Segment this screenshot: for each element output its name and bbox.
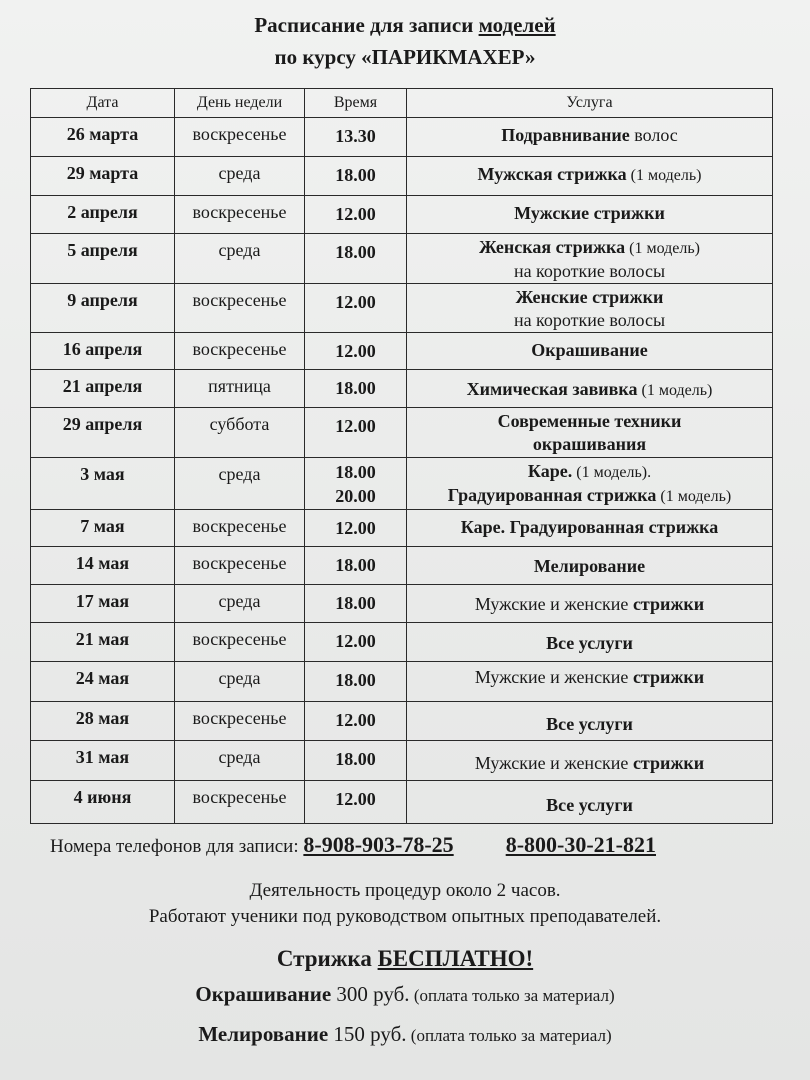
- row-service: Мужские стрижки: [407, 196, 773, 234]
- row-service: Мужские и женские стрижки: [407, 585, 773, 623]
- info-line-1: Деятельность процедур около 2 часов.: [249, 880, 561, 901]
- row-time: 18.00: [305, 547, 407, 585]
- contact-phones: [50, 832, 790, 858]
- row-day: воскресенье: [175, 118, 305, 157]
- page-title-line2: по курсу «ПАРИКМАХЕР»: [274, 45, 536, 69]
- row-time: 12.00: [305, 702, 407, 741]
- highlighting-price: Мелирование 150 руб. (оплата только за материал): [198, 1022, 612, 1046]
- row-date: 4 июня: [31, 781, 175, 824]
- row-time: 12.00: [305, 510, 407, 547]
- row-service: Мужская стрижка (1 модель): [407, 157, 773, 196]
- row-service: Каре. (1 модель). Градуированная стрижка (1 модель): [407, 458, 773, 510]
- row-service: Окрашивание: [407, 333, 773, 370]
- column-header-service: Услуга: [407, 89, 773, 118]
- table-row: [31, 585, 773, 623]
- row-time: 12.00: [305, 196, 407, 234]
- phone-number-2[interactable]: 8-800-30-21-821: [505, 832, 656, 857]
- row-date: 17 мая: [31, 585, 175, 623]
- table-row: [31, 408, 773, 458]
- row-date: 5 апреля: [31, 234, 175, 284]
- table-row: [31, 623, 773, 662]
- table-row: [31, 662, 773, 702]
- row-service: Мелирование: [407, 547, 773, 585]
- row-date: 16 апреля: [31, 333, 175, 370]
- row-day: среда: [175, 662, 305, 702]
- row-day: воскресенье: [175, 702, 305, 741]
- title-text: Расписание для записи: [254, 13, 479, 37]
- free-underlined-word: БЕСПЛАТНО!: [377, 946, 534, 971]
- row-date: 28 мая: [31, 702, 175, 741]
- row-time: 18.00: [305, 662, 407, 702]
- row-service: Женская стрижка (1 модель) на короткие волосы: [407, 234, 773, 284]
- page-title-line1: [0, 10, 810, 40]
- table-header-row: [31, 89, 773, 118]
- column-header-date: Дата: [31, 89, 175, 118]
- row-service: Женские стрижки на короткие волосы: [407, 284, 773, 333]
- coloring-price: Окрашивание 300 руб. (оплата только за материал): [195, 982, 615, 1006]
- phone-number-1[interactable]: 8-908-903-78-25: [303, 832, 454, 857]
- row-time: 12.00: [305, 623, 407, 662]
- table-row: [31, 702, 773, 741]
- row-service: Мужские и женские стрижки: [407, 741, 773, 781]
- row-day: среда: [175, 585, 305, 623]
- table-row: [31, 741, 773, 781]
- row-time: 18.00: [305, 234, 407, 284]
- row-date: 3 мая: [31, 458, 175, 510]
- row-day: суббота: [175, 408, 305, 458]
- row-date: 26 марта: [31, 118, 175, 157]
- table-row: [31, 118, 773, 157]
- column-header-day: День недели: [175, 89, 305, 118]
- row-day: воскресенье: [175, 623, 305, 662]
- row-date: 2 апреля: [31, 196, 175, 234]
- row-service: Все услуги: [407, 781, 773, 824]
- row-date: 7 мая: [31, 510, 175, 547]
- row-time: 12.00: [305, 284, 407, 333]
- row-time: 12.00: [305, 333, 407, 370]
- table-row: [31, 333, 773, 370]
- row-date: 21 апреля: [31, 370, 175, 408]
- table-row: [31, 196, 773, 234]
- title-underlined-word: моделей: [478, 13, 556, 37]
- row-time: 18.00 20.00: [305, 458, 407, 510]
- table-row: [31, 458, 773, 510]
- row-day: среда: [175, 458, 305, 510]
- row-time: 12.00: [305, 408, 407, 458]
- row-time: 13.30: [305, 118, 407, 157]
- row-day: пятница: [175, 370, 305, 408]
- row-date: 29 апреля: [31, 408, 175, 458]
- row-date: 14 мая: [31, 547, 175, 585]
- table-row: [31, 284, 773, 333]
- row-date: 24 мая: [31, 662, 175, 702]
- table-row: [31, 547, 773, 585]
- row-date: 29 марта: [31, 157, 175, 196]
- row-time: 12.00: [305, 781, 407, 824]
- row-day: среда: [175, 157, 305, 196]
- row-service: Химическая завивка (1 модель): [407, 370, 773, 408]
- row-day: воскресенье: [175, 333, 305, 370]
- row-service: Современные техники окрашивания: [407, 408, 773, 458]
- row-service: Каре. Градуированная стрижка: [407, 510, 773, 547]
- row-date: 31 мая: [31, 741, 175, 781]
- info-line-2: Работают ученики под руководством опытных преподавателей.: [148, 906, 662, 927]
- column-header-time: Время: [305, 89, 407, 118]
- row-day: воскресенье: [175, 196, 305, 234]
- row-time: 18.00: [305, 157, 407, 196]
- row-date: 9 апреля: [31, 284, 175, 333]
- row-service: Все услуги: [407, 702, 773, 741]
- table-row: [31, 370, 773, 408]
- row-time: 18.00: [305, 585, 407, 623]
- row-day: воскресенье: [175, 547, 305, 585]
- row-day: среда: [175, 234, 305, 284]
- row-day: воскресенье: [175, 284, 305, 333]
- row-day: среда: [175, 741, 305, 781]
- row-service: Мужские и женские стрижки: [407, 662, 773, 702]
- row-date: 21 мая: [31, 623, 175, 662]
- table-row: [31, 510, 773, 547]
- table-row: [31, 234, 773, 284]
- free-haircut-headline: Стрижка БЕСПЛАТНО!: [276, 946, 534, 971]
- row-day: воскресенье: [175, 781, 305, 824]
- row-time: 18.00: [305, 741, 407, 781]
- row-time: 18.00: [305, 370, 407, 408]
- table-row: [31, 157, 773, 196]
- schedule-table: [30, 88, 773, 824]
- phones-label: Номера телефонов для записи:: [50, 836, 304, 857]
- row-service: Все услуги: [407, 623, 773, 662]
- row-day: воскресенье: [175, 510, 305, 547]
- row-service: Подравнивание волос: [407, 118, 773, 157]
- table-row: [31, 781, 773, 824]
